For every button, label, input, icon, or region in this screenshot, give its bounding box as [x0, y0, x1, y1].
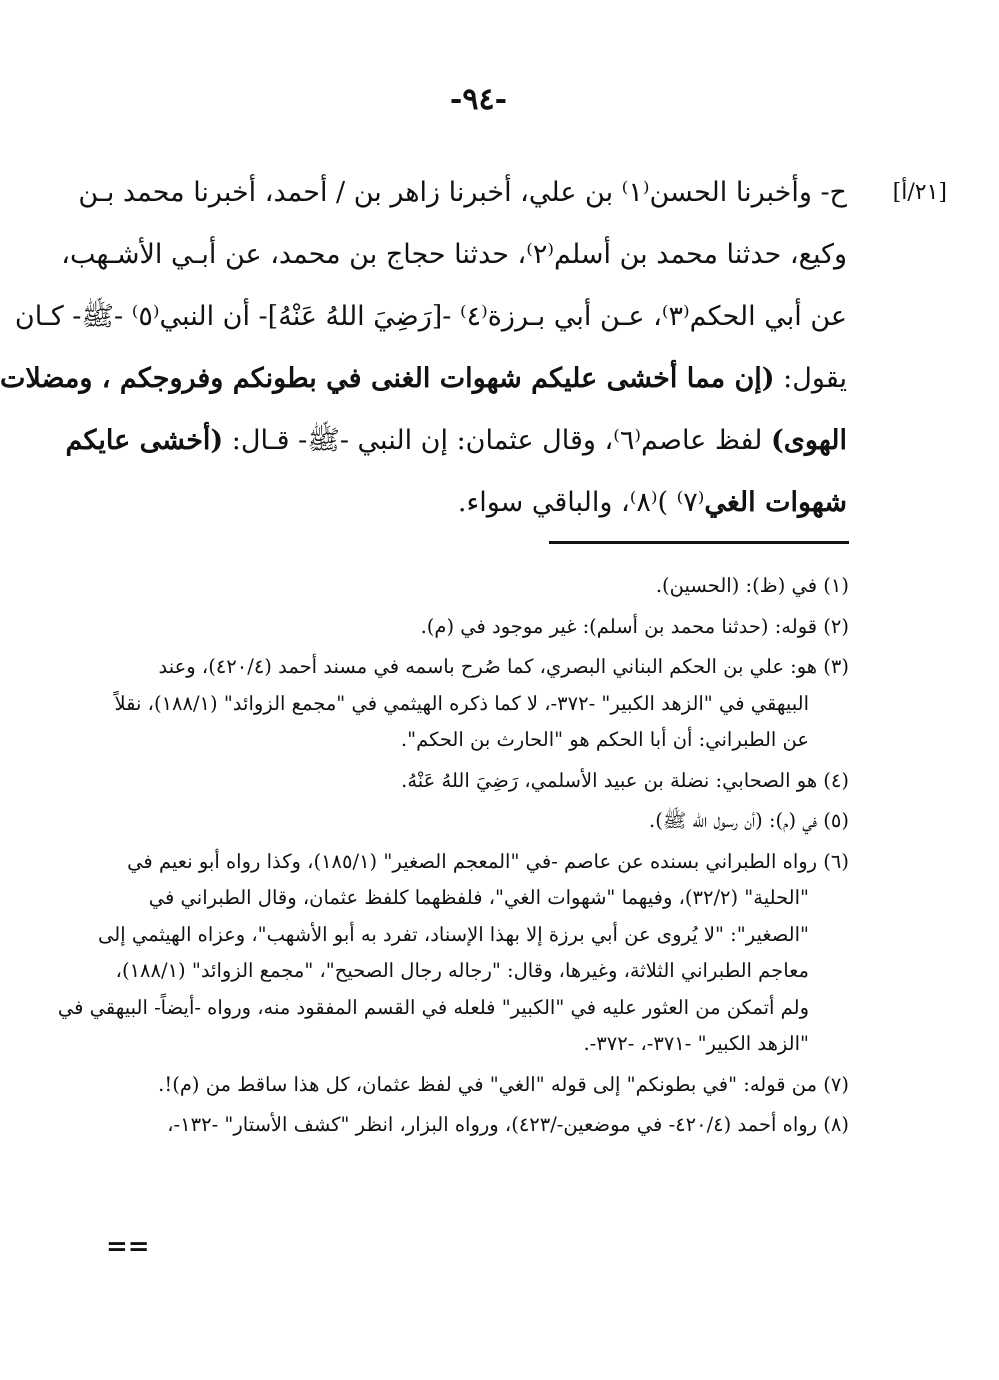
hadith-line-2: وكيع، حدثنا محمد بن أسلم⁽٢⁾، حدثنا حجاج بن محمد، عن أبـي الأشـهب، [61, 239, 847, 270]
footnote-7 [109, 1067, 849, 1104]
footnote-3 [109, 649, 849, 759]
footnote-line: ولم أتمكن من العثور عليه في "الكبير" فلعله في القسم المفقود منه، ورواه -أيضاً- البيهقي في [57, 995, 809, 1019]
hadith-line-6 [109, 472, 847, 534]
footnote-line: "الحلية" (٣٢/٢)، وفيهما "شهوات الغي"، فلفظهما كلفظ عثمان، وقال الطبراني في [148, 886, 809, 909]
page-number: -٩٤- [449, 82, 508, 117]
hadith-line-1: ح- وأخبرنا الحسن⁽١⁾ بن علي، أخبرنا زاهر بن / أحمد، أخبرنا محمد بـن [78, 177, 847, 208]
footnote-line: "الصغير": "لا يُروى عن أبي برزة إلا بهذا الإسناد، تفرد به أبو الأشهب"، وعزاه الهيثمي إلى [98, 922, 809, 946]
continuation-mark: == [106, 1232, 150, 1262]
manuscript-folio-reference: [٢١/أ] [892, 180, 947, 205]
hadith-line-6-plain: ⁽٧⁾ )⁽٨⁾، والباقي سواء. [457, 487, 705, 518]
footnotes [57, 568, 849, 1148]
footnote-divider [549, 541, 849, 544]
footnote-1 [109, 568, 849, 605]
hadith-matn-part-1: (إن مما أخشى عليكم شهوات الغنى في بطونكم وفروجكم ، ومضلات [0, 363, 775, 394]
footnote-4 [109, 763, 849, 800]
footnote-5 [109, 803, 849, 840]
footnote-2 [109, 609, 849, 646]
footnote-line: (٧) من قوله: "في بطونكم" إلى قوله "الغي" في لفظ عثمان، كل هذا ساقط من (م)!. [158, 1072, 849, 1096]
footnote-line: "الزهد الكبير" -٣٧١-، -٣٧٢-. [583, 1032, 809, 1055]
hadith-line-5 [65, 410, 847, 472]
hadith-line-4 [0, 348, 847, 410]
footnote-line: (٤) هو الصحابي: نضلة بن عبيد الأسلمي، رَضِيَ اللهُ عَنْهُ. [401, 768, 849, 792]
footnote-line: (٨) رواه أحمد (٤٢٠/٤- في موضعين-/٤٢٣)، ورواه البزار، انظر "كشف الأستار" -١٣٢-، [167, 1113, 849, 1136]
footnote-line: (٥) في (م): (أن رسول الله ﷺ). [649, 809, 849, 832]
footnote-line: (٢) قوله: (حدثنا محمد بن أسلم): غير موجود في (م). [420, 614, 849, 638]
footnote-6 [57, 844, 849, 1063]
footnote-line: (١) في (ظ): (الحسين). [655, 574, 849, 597]
footnote-line: البيهقي في "الزهد الكبير" -٣٧٢-، لا كما ذكره الهيثمي في "مجمع الزوائد" (١٨٨/١)، نقلاً [114, 691, 809, 715]
hadith-line-4-plain: يقول: [774, 363, 847, 394]
footnote-line: (٦) رواه الطبراني بسنده عن عاصم -في "المعجم الصغير" (١٨٥/١)، وكذا رواه أبو نعيم في [127, 849, 849, 873]
footnote-line: (٣) هو: علي بن الحكم البناني البصري، كما صُرح باسمه في مسند أحمد (٤٢٠/٤)، وعند [158, 655, 849, 678]
hadith-matn-uthman: (أخشى عايكم [65, 425, 224, 456]
hadith-matn-uthman-end: شهوات الغي [704, 487, 847, 518]
footnote-line: معاجم الطبراني الثلاثة، وغيرها، وقال: "رجاله رجال الصحيح"، "مجمع الزوائد" (١٨٨/١)، [115, 959, 809, 982]
footnote-line: عن الطبراني: أن أبا الحكم هو "الحارث بن الحكم". [400, 728, 809, 751]
hadith-line-5-plain: لفظ عاصم⁽٦⁾، وقال عثمان: إن النبي -ﷺ- قـال: [223, 425, 771, 456]
hadith-text [0, 162, 847, 534]
hadith-line-3: عن أبي الحكم⁽٣⁾، عـن أبي بـرزة⁽٤⁾ -[رَضِيَ اللهُ عَنْهُ]- أن النبي⁽٥⁾ -ﷺ- كـان [14, 301, 847, 332]
hadith-matn-part-2: الهوى) [770, 425, 847, 456]
footnote-8 [109, 1107, 849, 1144]
